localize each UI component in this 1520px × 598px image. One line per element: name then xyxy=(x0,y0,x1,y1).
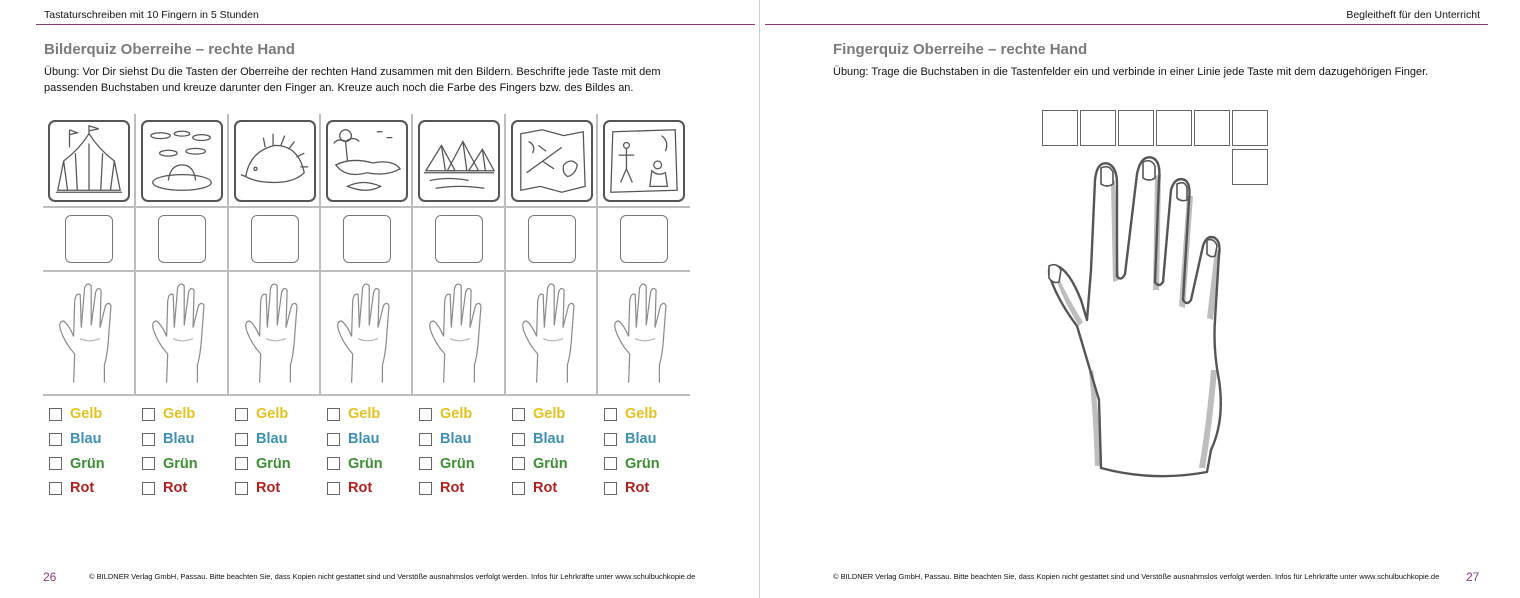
option-blau[interactable] xyxy=(512,427,598,452)
option-blau[interactable] xyxy=(142,427,228,452)
option-label: Blau xyxy=(348,431,380,448)
option-rot[interactable] xyxy=(327,476,413,501)
option-label: Rot xyxy=(348,480,373,497)
option-label: Gelb xyxy=(163,406,196,423)
checkbox[interactable] xyxy=(142,433,155,446)
quiz-column xyxy=(229,114,321,504)
page-number: 27 xyxy=(1466,570,1480,584)
option-label: Blau xyxy=(625,431,657,448)
letter-answer-box[interactable] xyxy=(158,215,206,263)
right-hand-icon[interactable] xyxy=(334,277,400,387)
checkbox[interactable] xyxy=(512,482,525,495)
color-options xyxy=(142,402,228,501)
option-label: Rot xyxy=(625,480,650,497)
letter-answer-box[interactable] xyxy=(343,215,391,263)
option-gelb[interactable] xyxy=(235,402,321,427)
right-hand-icon[interactable] xyxy=(56,277,122,387)
key-field[interactable] xyxy=(1232,110,1268,146)
copyright-footer: © BILDNER Verlag GmbH, Passau. Bitte beachten Sie, dass Kopien nicht gestattet sind und Verstöße ausnahmslos verfolgt werden. Infos für Lehrkräfte unter www.schulbuchkopie.de xyxy=(833,572,1440,581)
ufo-picture xyxy=(141,120,223,202)
copyright-footer: © BILDNER Verlag GmbH, Passau. Bitte beachten Sie, dass Kopien nicht gestattet sind und Verstöße ausnahmslos verfolgt werden. Infos für Lehrkräfte unter www.schulbuchkopie.de xyxy=(89,572,696,581)
option-label: Gelb xyxy=(256,406,289,423)
option-rot[interactable] xyxy=(142,476,228,501)
color-options xyxy=(512,402,598,501)
option-label: Rot xyxy=(440,480,465,497)
option-gelb[interactable] xyxy=(604,402,690,427)
option-gelb[interactable] xyxy=(419,402,505,427)
option-label: Rot xyxy=(163,480,188,497)
running-head: Begleitheft für den Unterricht xyxy=(1346,9,1480,21)
key-field[interactable] xyxy=(1156,110,1192,146)
color-options xyxy=(327,402,413,501)
checkbox[interactable] xyxy=(49,408,62,421)
letter-answer-box[interactable] xyxy=(528,215,576,263)
header-rule xyxy=(36,24,755,25)
quiz-column xyxy=(321,114,413,504)
checkbox[interactable] xyxy=(142,482,155,495)
checkbox[interactable] xyxy=(512,408,525,421)
checkbox[interactable] xyxy=(512,433,525,446)
option-gruen[interactable] xyxy=(49,451,135,476)
option-label: Grün xyxy=(348,455,383,472)
checkbox[interactable] xyxy=(142,457,155,470)
cave-painting-picture xyxy=(603,120,685,202)
option-label: Gelb xyxy=(625,406,658,423)
option-label: Gelb xyxy=(533,406,566,423)
running-head: Tastaturschreiben mit 10 Fingern in 5 Stunden xyxy=(44,9,259,21)
quiz-column xyxy=(43,114,135,504)
checkbox[interactable] xyxy=(419,408,432,421)
option-label: Grün xyxy=(256,455,291,472)
key-field[interactable] xyxy=(1194,110,1230,146)
option-gruen[interactable] xyxy=(327,451,413,476)
page-number: 26 xyxy=(43,570,57,584)
right-hand-icon[interactable] xyxy=(242,277,308,387)
checkbox[interactable] xyxy=(604,433,617,446)
checkbox[interactable] xyxy=(49,482,62,495)
pyramids-picture xyxy=(418,120,500,202)
option-gelb[interactable] xyxy=(49,402,135,427)
right-hand-icon[interactable] xyxy=(426,277,492,387)
checkbox[interactable] xyxy=(142,408,155,421)
checkbox[interactable] xyxy=(512,457,525,470)
quiz-column xyxy=(136,114,228,504)
option-rot[interactable] xyxy=(419,476,505,501)
quiz-column xyxy=(506,114,598,504)
checkbox[interactable] xyxy=(604,482,617,495)
checkbox[interactable] xyxy=(604,457,617,470)
option-label: Gelb xyxy=(440,406,473,423)
option-label: Grün xyxy=(440,455,475,472)
instructions: Übung: Trage die Buchstaben in die Tastenfelder ein und verbinde in einer Linie jede Taste mit dem dazugehörigen Finger. xyxy=(833,66,1429,78)
right-hand-illustration xyxy=(1043,150,1243,480)
letter-answer-box[interactable] xyxy=(435,215,483,263)
option-label: Blau xyxy=(163,431,195,448)
option-gruen[interactable] xyxy=(604,451,690,476)
option-blau[interactable] xyxy=(327,427,413,452)
option-blau[interactable] xyxy=(235,427,321,452)
map-picture xyxy=(511,120,593,202)
key-field[interactable] xyxy=(1118,110,1154,146)
letter-answer-box[interactable] xyxy=(620,215,668,263)
option-rot[interactable] xyxy=(604,476,690,501)
option-gelb[interactable] xyxy=(142,402,228,427)
option-label: Blau xyxy=(440,431,472,448)
circus-tent-picture xyxy=(48,120,130,202)
key-field[interactable] xyxy=(1080,110,1116,146)
right-page xyxy=(761,0,1520,598)
option-label: Grün xyxy=(625,455,660,472)
color-options xyxy=(419,402,505,501)
option-label: Grün xyxy=(163,455,198,472)
option-label: Gelb xyxy=(348,406,381,423)
option-gelb[interactable] xyxy=(327,402,413,427)
option-gruen[interactable] xyxy=(142,451,228,476)
option-rot[interactable] xyxy=(512,476,598,501)
quiz-column xyxy=(598,114,690,504)
color-options xyxy=(49,402,135,501)
island-picture xyxy=(326,120,408,202)
checkbox[interactable] xyxy=(49,433,62,446)
right-hand-icon[interactable] xyxy=(611,277,677,387)
hedgehog-picture xyxy=(234,120,316,202)
checkbox[interactable] xyxy=(235,408,248,421)
checkbox[interactable] xyxy=(235,482,248,495)
option-blau[interactable] xyxy=(419,427,505,452)
option-blau[interactable] xyxy=(49,427,135,452)
option-label: Rot xyxy=(256,480,281,497)
option-label: Rot xyxy=(70,480,95,497)
option-label: Blau xyxy=(70,431,102,448)
option-label: Blau xyxy=(533,431,565,448)
option-label: Gelb xyxy=(70,406,103,423)
letter-answer-box[interactable] xyxy=(65,215,113,263)
page-title: Bilderquiz Oberreihe – rechte Hand xyxy=(44,41,295,58)
checkbox[interactable] xyxy=(235,457,248,470)
picture-quiz-grid xyxy=(43,114,690,504)
color-options xyxy=(235,402,321,501)
instructions: Übung: Vor Dir siehst Du die Tasten der Oberreihe der rechten Hand zusammen mit den Bildern. Beschrifte jede Taste mit dem passenden Buchstaben und kreuze darunter den Finger an. Kreuze auch noch die Farbe des Fingers bzw. des Bildes an. xyxy=(44,66,661,94)
option-rot[interactable] xyxy=(235,476,321,501)
checkbox[interactable] xyxy=(327,482,340,495)
option-gruen[interactable] xyxy=(235,451,321,476)
checkbox[interactable] xyxy=(327,433,340,446)
option-label: Rot xyxy=(533,480,558,497)
checkbox[interactable] xyxy=(327,408,340,421)
option-rot[interactable] xyxy=(49,476,135,501)
page-title: Fingerquiz Oberreihe – rechte Hand xyxy=(833,41,1088,58)
checkbox[interactable] xyxy=(419,433,432,446)
option-label: Grün xyxy=(70,455,105,472)
option-label: Blau xyxy=(256,431,288,448)
quiz-column xyxy=(413,114,505,504)
option-gruen[interactable] xyxy=(512,451,598,476)
right-hand-icon[interactable] xyxy=(519,277,585,387)
option-label: Grün xyxy=(533,455,568,472)
checkbox[interactable] xyxy=(327,457,340,470)
checkbox[interactable] xyxy=(49,457,62,470)
header-rule xyxy=(765,24,1488,25)
letter-answer-box[interactable] xyxy=(251,215,299,263)
option-gruen[interactable] xyxy=(419,451,505,476)
checkbox[interactable] xyxy=(419,482,432,495)
checkbox[interactable] xyxy=(235,433,248,446)
right-hand-icon[interactable] xyxy=(149,277,215,387)
key-field[interactable] xyxy=(1042,110,1078,146)
color-options xyxy=(604,402,690,501)
option-blau[interactable] xyxy=(604,427,690,452)
checkbox[interactable] xyxy=(419,457,432,470)
checkbox[interactable] xyxy=(604,408,617,421)
option-gelb[interactable] xyxy=(512,402,598,427)
